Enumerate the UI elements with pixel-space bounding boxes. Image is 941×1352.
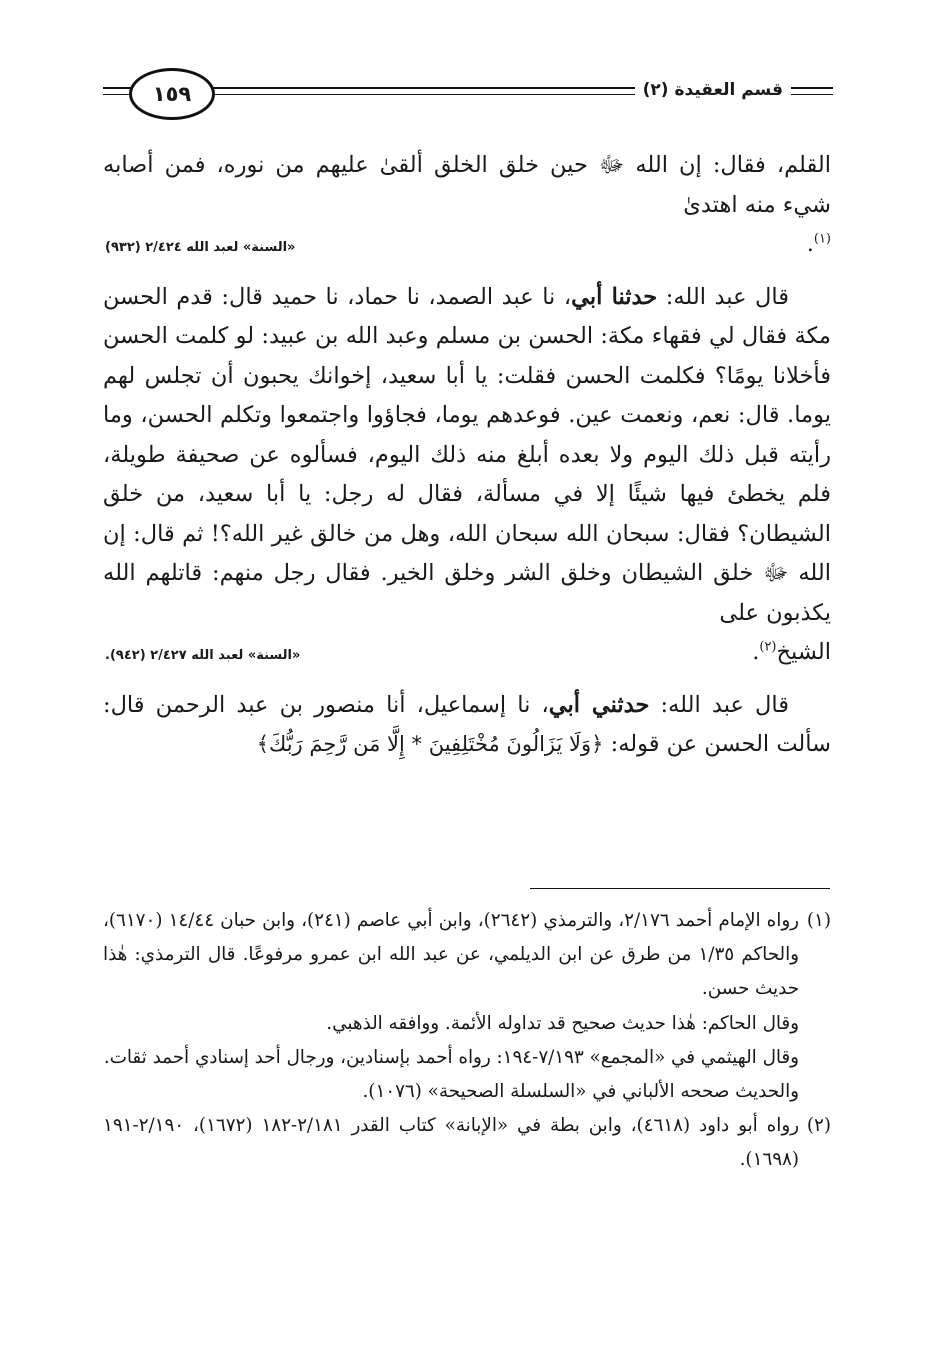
footnote-marker-1: (١)	[813, 231, 831, 247]
paragraph-3	[103, 686, 831, 765]
footnote-number: (٢)	[806, 1115, 831, 1137]
footnotes	[103, 904, 831, 1178]
p2-intro: قال عبد الله:	[657, 283, 789, 310]
footnote-number: (١)	[806, 910, 831, 931]
footnote-1-para: رواه الإمام أحمد ٢/١٧٦، والترمذي (٢٦٤٢)، وابن أبي عاصم (٢٤١)، وابن حبان ١٤/٤٤ (٦١٧٠)، والحاكم ١/٣٥ من طرق عن ابن الديلمي، عن عبد الله ابن عمرو مرفوعًا. قال الترمذي: هٰذا حديث حسن.	[103, 910, 800, 1000]
page-number-badge	[129, 68, 215, 120]
paragraph-1	[103, 146, 831, 225]
footnote-1-para: والحديث صححه الألباني في «السلسلة الصحيحة» (١٠٧٦).	[362, 1081, 799, 1103]
footnote-2	[103, 1109, 831, 1177]
section-title: قسم العقيدة (٢)	[635, 80, 791, 100]
p1-end: .	[806, 231, 814, 257]
p1-last-line	[103, 225, 831, 268]
p2-last-word: الشيخ	[776, 639, 831, 665]
p2-last-line	[103, 633, 831, 676]
p3-text: ، نا إسماعيل، أنا منصور بن عبد الرحمن قال: سألت الحسن عن قوله:	[103, 691, 831, 757]
footnote-separator	[530, 888, 830, 889]
page-number: ١٥٩	[152, 82, 192, 106]
p3-isnad: حدثني أبي	[548, 691, 650, 718]
footnote-1-para: وقال الهيثمي في «المجمع» ٧/١٩٣-١٩٤: رواه أحمد بإسنادين، ورجال أحد إسنادي أحمد ثقات.	[103, 1046, 799, 1068]
main-text	[103, 146, 831, 765]
page-header	[103, 62, 833, 132]
footnote-2-para: رواه أبو داود (٤٦١٨)، وابن بطة في «الإبانة» كتاب القدر ٢/١٨١-١٨٢ (١٦٧٢)، ٢/١٩٠-١٩١ (١٦٩٨).	[103, 1115, 799, 1171]
p2-text: ، نا عبد الصمد، نا حماد، نا حميد قال: قدم الحسن مكة فقال لي فقهاء مكة: الحسن بن مسلم وعبد الله بن عبيد: لو كلمت الحسن فأخلانا يومًا؟ فكلمت الحسن فقلت: يا أبا سعيد، إخوانك يحبون أن تجلس لهم يوما. قال: نعم، ونعمت عين. فوعدهم يوما، فجاؤوا واجتمعوا وتكلم الحسن، وما رأيته قبل ذلك اليوم ولا بعده أبلغ منه ذلك اليوم، فسألوه عن صحيفة طويلة، فلم يخطئ فيها شيئًا إلا في مسألة، فقال له رجل: يا أبا سعيد، من خلق الشيطان؟ فقال: سبحان الله سبحان الله، وهل من خالق غير الله؟! ثم قال: إن الله ﷻ خلق الشيطان وخلق الشر وخلق الخير. فقال رجل منهم: قاتلهم الله يكذبون على	[103, 283, 831, 626]
quran-verse: ﴿وَلَا يَزَالُونَ مُخْتَلِفِينَ * إِلَّا مَن رَّحِمَ رَبُّكَ﴾	[256, 732, 604, 756]
footnote-1	[103, 904, 831, 1109]
footnote-marker-2: (٢)	[759, 639, 777, 655]
p1-text: القلم، فقال: إن الله ﷻ حين خلق الخلق ألقىٰ عليهم من نوره، فمن أصابه شيء منه اهتدىٰ	[103, 152, 831, 218]
source-reference-1: «السنة» لعبد الله ٢/٤٢٤ (٩٣٢)	[105, 240, 296, 255]
p3-intro: قال عبد الله:	[649, 691, 790, 718]
p2-end: .	[752, 639, 760, 665]
paragraph-2	[103, 278, 831, 634]
p2-isnad: حدثنا أبي	[571, 283, 658, 310]
source-reference-2: «السنة» لعبد الله ٢/٤٢٧ (٩٤٢).	[105, 648, 301, 663]
footnote-1-para: وقال الحاكم: هٰذا حديث صحيح قد تداوله الأئمة. ووافقه الذهبي.	[326, 1012, 799, 1034]
